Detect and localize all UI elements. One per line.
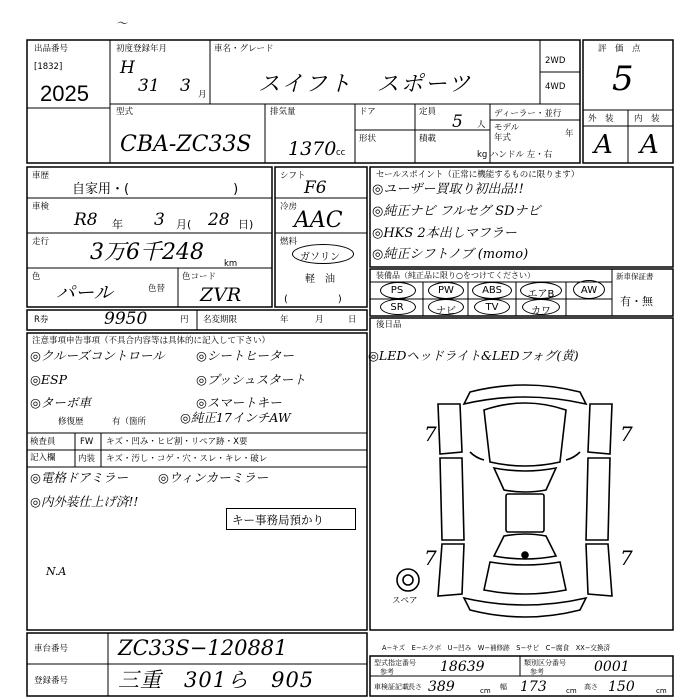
- spec-model-sub: 参考: [380, 668, 394, 676]
- fuel-other: ( ): [284, 294, 342, 305]
- inspector-item-1: ◎電格ドアミラー: [30, 470, 129, 485]
- warranty-value: 有・無: [620, 295, 653, 308]
- damage-mark-rear-left: 7: [424, 546, 437, 570]
- equip-pw: PW: [438, 285, 454, 296]
- equip-circle: [474, 299, 510, 315]
- fuel-diesel: 軽 油: [305, 274, 335, 285]
- interior-check-label: 内装: [78, 454, 96, 464]
- spec-width-label: 幅: [500, 683, 507, 691]
- mileage-label: 走行: [32, 237, 50, 247]
- interior-value: A: [640, 130, 659, 160]
- selling-point-4: ◎純正シフトノブ (momo): [372, 247, 529, 262]
- capacity-label: 定員: [419, 107, 437, 117]
- selling-point-3: ◎HKS 2本出しマフラー: [372, 226, 517, 241]
- color-change-label: 色替: [148, 284, 166, 294]
- fuel-selected: ガソリン: [300, 252, 340, 263]
- note-3: ◎ESP: [30, 372, 68, 387]
- damage-mark-rear-right: 7: [620, 546, 633, 570]
- spec-class-sub: 参考: [530, 668, 544, 676]
- equip-circle: [428, 282, 464, 299]
- price-unit: 円: [180, 315, 189, 325]
- model-type-label: 型式: [116, 107, 134, 117]
- equip-sr: SR: [390, 302, 404, 313]
- price-value: 9950: [104, 309, 148, 329]
- car-name-value: スイフト スポーツ: [258, 72, 473, 97]
- lot-label: 出品番号: [34, 44, 69, 54]
- history-value: 自家用・( ): [72, 182, 239, 197]
- inspection-month: 3: [154, 210, 165, 230]
- equip-circle: [380, 299, 416, 315]
- model-year-label: モデル 年式: [494, 123, 520, 143]
- warranty-label: 新車保証書: [616, 272, 654, 281]
- displacement-label: 排気量: [270, 107, 296, 117]
- spec-length-unit: cm: [480, 687, 491, 695]
- spec-class-value: 0001: [594, 659, 630, 675]
- key-notice: キー事務局預かり: [232, 513, 324, 527]
- chassis-value: ZC33S−120881: [118, 636, 288, 660]
- handwritten-note: N.A: [46, 565, 67, 578]
- interior-check-items: キズ・汚し・コゲ・穴・スレ・キレ・破レ: [106, 454, 268, 464]
- spec-height-unit: cm: [656, 687, 667, 695]
- spec-width-value: 173: [520, 679, 547, 695]
- spec-model-label: 型式指定番号: [374, 659, 416, 667]
- inspection-day: 28: [208, 210, 230, 230]
- displacement-value: 1370: [288, 138, 337, 160]
- plate-value: 三重 301ら 905: [118, 668, 315, 692]
- spare-label: スペア: [392, 596, 418, 606]
- expiry-label: 名変期限: [203, 315, 238, 325]
- registration-label: 初度登録年月: [116, 44, 168, 54]
- equip-abs: ABS: [482, 285, 502, 296]
- equip-aw: AW: [580, 285, 598, 296]
- note-1: ◎クルーズコントロール: [30, 348, 165, 363]
- capacity-value: 5: [452, 112, 463, 132]
- expiry-day-unit: 日: [348, 315, 357, 325]
- registration-era: H: [120, 58, 135, 78]
- inspection-year: R8: [74, 210, 98, 230]
- fw-items: キズ・凹み・ヒビ割・リペア跡・X要: [106, 437, 248, 447]
- note-5: ◎ターボ車: [30, 395, 91, 410]
- inspection-label: 車検: [32, 202, 50, 212]
- registration-month: 3: [180, 76, 191, 96]
- history-label: 車歴: [32, 171, 50, 181]
- after-label: 後日品: [376, 320, 402, 330]
- spec-length-value: 389: [428, 679, 455, 695]
- note-2: ◎シートヒーター: [196, 348, 294, 363]
- equip-ps: PS: [390, 285, 404, 296]
- spec-length-label: 長さ: [408, 683, 422, 691]
- equip-circle: [380, 282, 416, 299]
- capacity-unit: 人: [477, 120, 486, 130]
- equip-navi: ナビ: [436, 306, 456, 317]
- shift-label: シフト: [280, 171, 306, 181]
- selling-points-label: セールスポイント（正常に機能するものに限ります）: [376, 170, 580, 180]
- doors-label: ドア: [359, 107, 376, 117]
- inspection-day-unit: 日): [238, 218, 254, 231]
- plate-label: 登録番号: [34, 676, 69, 686]
- equip-circle: [573, 280, 605, 299]
- shift-value: F6: [304, 178, 327, 198]
- equip-circle: [428, 299, 464, 315]
- exterior-value: A: [594, 130, 613, 160]
- model-year-unit: 年: [565, 129, 574, 139]
- registration-month-unit: 月: [198, 90, 207, 100]
- registration-year: 31: [138, 76, 160, 96]
- car-name-label: 車名・グレード: [214, 44, 274, 54]
- mileage-value: 3万6千248: [90, 240, 204, 265]
- color-code-label: 色コード: [182, 272, 217, 282]
- top-mark: 〜: [116, 17, 127, 30]
- ac-value: AAC: [294, 208, 343, 233]
- drive-2wd: 2WD: [545, 56, 566, 66]
- score-label: 評 価 点: [598, 44, 641, 54]
- spec-size-label: 車検証記載: [374, 683, 409, 691]
- equip-airbag: エアB: [527, 289, 555, 300]
- selling-point-1: ◎ユーザー買取り初出品!!: [372, 182, 524, 197]
- inspection-month-unit: 月(: [176, 218, 192, 231]
- color-label: 色: [32, 272, 41, 282]
- ac-label: 冷房: [280, 202, 298, 212]
- spec-class-label: 類別区分番号: [524, 659, 566, 667]
- repair-label: 修復歴: [58, 417, 84, 427]
- price-label: R券: [34, 315, 49, 325]
- dealer-label: ディーラー・並行: [494, 109, 562, 119]
- notes-label: 注意事項申告事項（不具合内容等は具体的に記入して下さい）: [32, 336, 271, 346]
- expiry-year-unit: 年: [280, 315, 289, 325]
- shape-label: 形状: [359, 134, 377, 144]
- spec-height-value: 150: [608, 679, 635, 695]
- note-7: ◎純正17インチAW: [180, 410, 291, 425]
- inspector-item-2: ◎ウィンカーミラー: [158, 470, 269, 485]
- score-value: 5: [612, 59, 634, 99]
- chassis-label: 車台番号: [34, 644, 69, 654]
- selling-point-5: ◎LEDヘッドライト&LEDフォグ(黄): [368, 348, 579, 363]
- inspector-item-3: ◎内外装仕上げ済!!: [30, 494, 139, 509]
- repair-value: 有（箇所: [112, 417, 147, 427]
- color-code-value: ZVR: [200, 284, 242, 306]
- equip-circle: [472, 282, 512, 299]
- equip-leather: カワ: [531, 306, 551, 317]
- color-value: パール: [56, 282, 113, 304]
- selling-point-2: ◎純正ナビ フルセグ SDナビ: [372, 204, 541, 219]
- equipment-label: 装備品（純正品に限り○をつけてください）: [376, 271, 535, 280]
- spec-height-label: 高さ: [584, 683, 598, 691]
- model-type-value: CBA-ZC33S: [120, 132, 252, 157]
- spec-width-unit: cm: [566, 687, 577, 695]
- equip-circle: [522, 299, 560, 315]
- equip-tv: TV: [485, 302, 499, 313]
- damage-mark-front-left: 7: [424, 422, 437, 446]
- note-6: ◎スマートキー: [196, 395, 282, 410]
- lot-bracket: [1832]: [34, 62, 63, 72]
- mileage-unit: km: [224, 259, 238, 269]
- fw-label: FW: [80, 437, 94, 447]
- inspection-year-unit: 年: [112, 218, 123, 231]
- damage-mark-front-right: 7: [620, 422, 633, 446]
- fuel-label: 燃料: [280, 237, 298, 247]
- expiry-month-unit: 月: [315, 315, 324, 325]
- inspector-label-1: 検査員: [30, 437, 56, 447]
- equip-circle: [520, 282, 562, 299]
- interior-label: 内 装: [634, 114, 660, 124]
- damage-legend: A−キズ E−エクボ U−凹み W−補修跡 S−サビ C−腐食 XX−交換済: [382, 644, 611, 652]
- load-label: 積載: [419, 134, 437, 144]
- spec-model-value: 18639: [440, 659, 485, 675]
- exterior-label: 外 装: [588, 114, 614, 124]
- note-4: ◎プッシュスタート: [196, 372, 306, 387]
- inspector-label-2: 記入欄: [30, 453, 56, 463]
- lot-number: 2025: [40, 81, 89, 106]
- drive-4wd: 4WD: [545, 82, 566, 92]
- displacement-unit: cc: [336, 148, 346, 158]
- handle-label: kg ハンドル 左・右: [477, 150, 553, 160]
